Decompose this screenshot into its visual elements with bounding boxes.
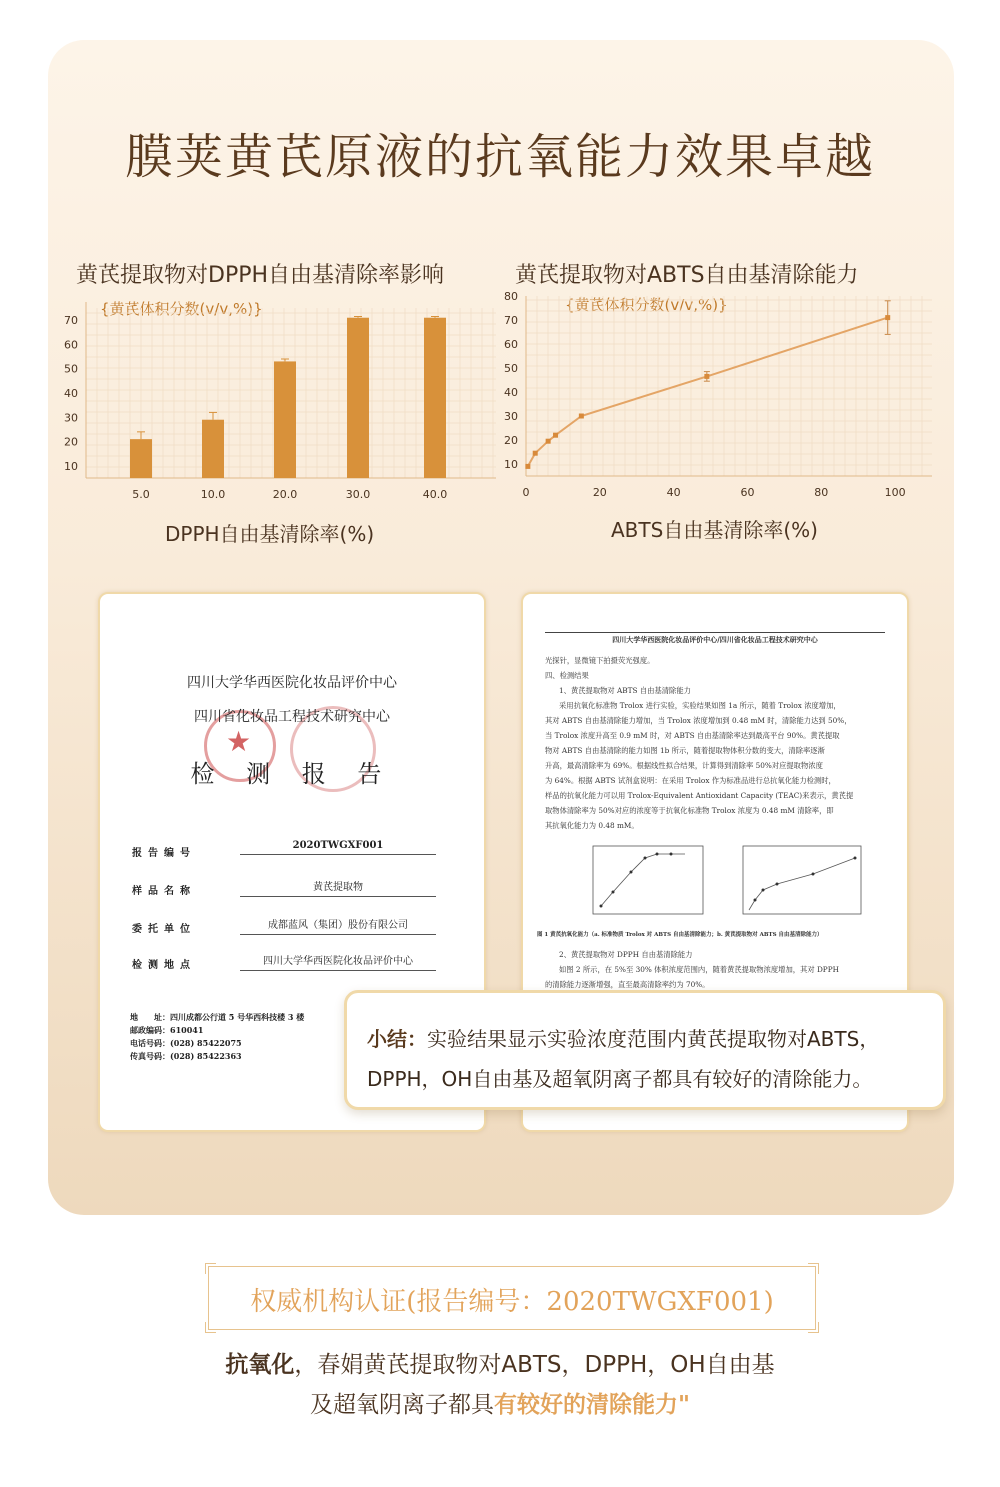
y-tick-label: 50 bbox=[504, 362, 518, 375]
data-point bbox=[885, 315, 890, 320]
x-tick-label: 100 bbox=[884, 486, 906, 499]
x-tick-label: 10.0 bbox=[200, 488, 226, 501]
y-tick-label: 60 bbox=[64, 338, 78, 352]
results-text-line: 2、黄芪提取物对 DPPH 自由基清除能力 bbox=[559, 950, 693, 959]
data-point bbox=[553, 433, 558, 438]
y-tick-label: 20 bbox=[64, 435, 78, 449]
star-icon: ★ bbox=[226, 725, 252, 758]
claim-line-1: 抗氧化，春娟黄芪提取物对ABTS，DPPH，OH自由基 bbox=[225, 1352, 775, 1378]
y-tick-label: 20 bbox=[504, 434, 518, 447]
x-tick-label: 20.0 bbox=[272, 488, 298, 501]
field-value: 四川大学华西医院化妆品评价中心 bbox=[240, 952, 436, 971]
abts-chart-xlabel: ABTS自由基清除率(%) bbox=[611, 518, 818, 542]
y-tick-label: 10 bbox=[504, 458, 518, 471]
x-tick-label: 5.0 bbox=[132, 488, 150, 501]
results-text-line: 其抗氧化能力为 0.48 mM。 bbox=[545, 821, 639, 830]
y-tick-label: 30 bbox=[64, 411, 78, 425]
results-text-line: 升高，最高清除率为 69%。根据线性拟合结果，计算得到清除率 50%对应提取物浓度 bbox=[545, 761, 823, 770]
contact-line: 邮政编码：610041 bbox=[130, 1025, 204, 1035]
contact-line: 电话号码：(028) 85422075 bbox=[130, 1038, 242, 1048]
field-label: 检测地点 bbox=[132, 960, 196, 971]
field-label: 样品名称 bbox=[132, 886, 196, 897]
bar bbox=[424, 318, 446, 478]
results-text-line: 的清除能力逐渐增强，直至最高清除率约为 70%。 bbox=[545, 980, 710, 989]
y-tick-label: 10 bbox=[64, 459, 78, 473]
data-point bbox=[579, 414, 584, 419]
dpph-chart-title: 黄芪提取物对DPPH自由基清除率影响 bbox=[76, 263, 445, 288]
results-doc-header: 四川大学华西医院化妆品评价中心/四川省化妆品工程技术研究中心 bbox=[545, 632, 885, 645]
claim-line-2: 及超氧阴离子都具有较好的清除能力" bbox=[310, 1392, 690, 1418]
x-tick-label: 80 bbox=[814, 486, 829, 499]
x-tick-label: 30.0 bbox=[345, 488, 371, 501]
results-text-line: 物对 ABTS 自由基清除的能力如图 1b 所示，随着提取物体积分数的变大，清除率逐渐 bbox=[545, 746, 825, 755]
x-tick-label: 20 bbox=[592, 486, 607, 499]
y-tick-label: 60 bbox=[504, 338, 518, 351]
data-point bbox=[546, 439, 551, 444]
results-text-line: 采用抗氧化标准物 Trolox 进行实验，实验结果如图 1a 所示，随着 Trolox 浓度增加， bbox=[559, 701, 841, 710]
results-text-line: 样品的抗氧化能力可以用 Trolox-Equivalent Antioxidant Capacity (TEAC)来表示，黄芪提 bbox=[545, 791, 854, 800]
data-point bbox=[704, 374, 709, 379]
summary-callout bbox=[344, 990, 946, 1110]
results-text-line: 四、检测结果 bbox=[545, 671, 589, 680]
dpph-bar-chart bbox=[56, 300, 506, 510]
dpph-chart-xlabel: DPPH自由基清除率(%) bbox=[165, 522, 375, 546]
bar bbox=[347, 318, 369, 478]
results-text-line: 如图 2 所示，在 5%至 30% 体积浓度范围内，随着黄芪提取物浓度增加，其对 DPPH bbox=[559, 965, 839, 974]
results-text-line: 光探针，显微镜下拍摄荧光强度。 bbox=[545, 656, 655, 665]
certification-banner bbox=[208, 1266, 816, 1330]
x-tick-label: 40.0 bbox=[422, 488, 448, 501]
field-label: 报告编号 bbox=[132, 848, 196, 859]
results-text-line: 为 64%。根据 ABTS 试剂盒说明：在采用 Trolox 作为标准品进行总抗氧化能力检测时， bbox=[545, 776, 836, 785]
summary-label: 小结： bbox=[367, 1027, 427, 1051]
y-tick-label: 40 bbox=[504, 386, 518, 399]
results-text-line: 其对 ABTS 自由基清除能力增加，当 Trolox 浓度增加到 0.48 mM 时，清除能力达到 50%， bbox=[545, 716, 852, 725]
org-name-2: 四川省化妆品工程技术研究中心 bbox=[194, 709, 390, 725]
dpph-chart-subtitle: {黄芪体积分数(v/v,%)} bbox=[100, 300, 263, 318]
field-value: 成都蓝风（集团）股份有限公司 bbox=[240, 916, 436, 935]
x-tick-label: 40 bbox=[666, 486, 681, 499]
field-value: 黄芪提取物 bbox=[240, 878, 436, 897]
results-figure bbox=[573, 844, 873, 924]
data-point bbox=[533, 451, 538, 456]
y-tick-label: 30 bbox=[504, 410, 518, 423]
y-tick-label: 50 bbox=[64, 362, 78, 376]
results-text-line: 1、黄芪提取物对 ABTS 自由基清除能力 bbox=[559, 686, 691, 695]
bar bbox=[130, 439, 152, 478]
abts-line-chart bbox=[496, 290, 940, 510]
bar bbox=[274, 361, 296, 478]
y-tick-label: 80 bbox=[504, 290, 518, 303]
abts-chart-subtitle: {黄芪体积分数(v/v,%)} bbox=[565, 296, 728, 314]
x-tick-label: 0 bbox=[522, 486, 530, 499]
y-tick-label: 70 bbox=[64, 314, 78, 328]
x-tick-label: 60 bbox=[740, 486, 755, 499]
field-value: 2020TWGXF001 bbox=[240, 840, 436, 855]
certification-text: 权威机构认证(报告编号：2020TWGXF001) bbox=[250, 1287, 774, 1317]
y-tick-label: 40 bbox=[64, 387, 78, 400]
bar bbox=[202, 420, 224, 478]
y-tick-label: 70 bbox=[504, 314, 518, 327]
figure-caption: 图 1 黄芪抗氧化能力（a. 标准物质 Trolox 对 ABTS 自由基清除能力；b. 黄芪提取物对 ABTS 自由基清除能力） bbox=[537, 932, 823, 938]
results-text-line: 当 Trolox 浓度升高至 0.9 mM 时，对 ABTS 自由基清除率达到最高平台 90%。黄芪提取 bbox=[545, 731, 840, 740]
contact-line: 地 址：四川成都公行道 5 号华西科技楼 3 楼 bbox=[130, 1012, 305, 1022]
field-label: 委托单位 bbox=[132, 924, 196, 935]
page-title: 膜荚黄芪原液的抗氧能力效果卓越 bbox=[124, 129, 875, 185]
org-name-1: 四川大学华西医院化妆品评价中心 bbox=[187, 675, 397, 691]
data-point bbox=[525, 464, 530, 469]
summary-text: 实验结果显示实验浓度范围内黄芪提取物对ABTS，DPPH，OH自由基及超氧阴离子都具有较好的清除能力。 bbox=[367, 1027, 880, 1091]
results-text-line: 取物体清除率为 50%对应的浓度等于抗氧化标准物 Trolox 浓度为 0.48 mM 清除率，即 bbox=[545, 806, 834, 815]
report-title: 检 测 报 告 bbox=[190, 760, 394, 788]
abts-chart-title: 黄芪提取物对ABTS自由基清除能力 bbox=[515, 263, 859, 288]
contact-line: 传真号码：(028) 85422363 bbox=[130, 1051, 242, 1061]
